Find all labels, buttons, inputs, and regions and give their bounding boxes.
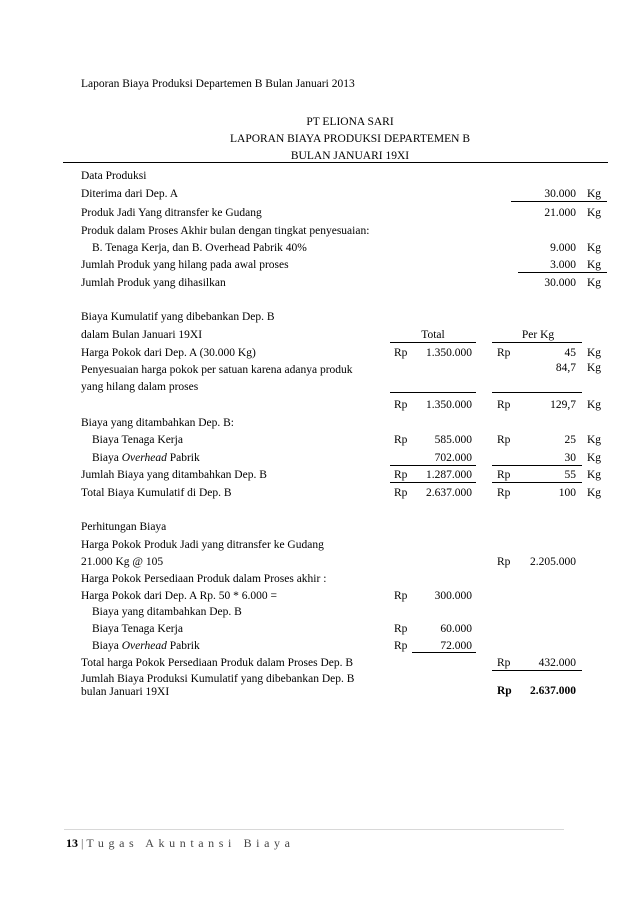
added-heading: Biaya yang ditambahkan Dep. B: xyxy=(81,417,234,429)
row-label: B. Tenaga Kerja, dan B. Overhead Pabrik 40% xyxy=(92,242,307,254)
unit: Kg xyxy=(587,347,602,359)
row-unit: Kg xyxy=(587,188,602,200)
report-period: BULAN JANUARI 19XI xyxy=(290,150,410,162)
cumulative-subheading: dalam Bulan Januari 19XI xyxy=(81,329,203,341)
row-label: Biaya Tenaga Kerja xyxy=(92,434,183,446)
row-label: Jumlah Produk yang hilang pada awal proses xyxy=(81,259,289,271)
total-value: 702.000 xyxy=(434,452,472,464)
total-underline xyxy=(511,201,607,202)
calc-heading: Perhitungan Biaya xyxy=(81,521,167,533)
row-label: Biaya yang ditambahkan Dep. B xyxy=(92,606,242,618)
currency: Rp xyxy=(497,469,511,481)
row-label: Penyesuaian harga pokok per satuan karena adanya produk xyxy=(81,364,353,376)
cumulative-heading: Biaya Kumulatif yang dibebankan Dep. B xyxy=(81,311,275,323)
row-label: Jumlah Produk yang dihasilkan xyxy=(81,277,226,289)
wip-ovh-value: 72.000 xyxy=(440,640,472,652)
report-title: LAPORAN BIAYA PRODUKSI DEPARTEMEN B xyxy=(229,133,470,145)
row-qty: 30.000 xyxy=(544,277,576,289)
grand-total-value: 2.637.000 xyxy=(530,685,576,697)
label-part: Biaya xyxy=(92,640,119,652)
row-unit: Kg xyxy=(587,277,602,289)
column-header-perkg: Per Kg xyxy=(521,329,555,341)
sum-underline xyxy=(412,652,476,653)
currency: Rp xyxy=(497,434,511,446)
row-label: Biaya Tenaga Kerja xyxy=(92,623,183,635)
currency: Rp xyxy=(394,623,408,635)
sum-underline xyxy=(390,465,476,466)
currency: Rp xyxy=(497,487,511,499)
page-number: 13 xyxy=(66,836,78,850)
perkg-value: 55 xyxy=(564,469,576,481)
row-qty: 30.000 xyxy=(544,188,576,200)
finished-goods-value: 2.205.000 xyxy=(530,556,576,568)
row-label: Harga Pokok Produk Jadi yang ditransfer ke Gudang xyxy=(81,539,324,551)
perkg-value: 30 xyxy=(564,452,576,464)
row-label: Total harga Pokok Persediaan Produk dalam Proses Dep. B xyxy=(81,657,354,669)
row-unit: Kg xyxy=(587,259,602,271)
perkg-value: 129,7 xyxy=(550,399,576,411)
row-label: Produk Jadi Yang ditransfer ke Gudang xyxy=(81,207,262,219)
total-value: 1.350.000 xyxy=(426,399,472,411)
sum-underline xyxy=(390,482,476,483)
company-name: PT ELIONA SARI xyxy=(306,116,394,128)
currency: Rp xyxy=(394,347,408,359)
wip-total-value: 432.000 xyxy=(538,657,576,669)
row-qty: 3.000 xyxy=(550,259,576,271)
row-label: Diterima dari Dep. A xyxy=(81,188,179,200)
row-qty: 9.000 xyxy=(550,242,576,254)
label-part: Pabrik xyxy=(169,640,200,652)
currency: Rp xyxy=(394,590,408,602)
perkg-value: 84,7 xyxy=(555,362,576,374)
sum-underline xyxy=(492,670,582,671)
footer-divider xyxy=(64,829,564,830)
currency: Rp xyxy=(497,556,511,568)
wip-tk-value: 60.000 xyxy=(440,623,472,635)
footer-course-name: Tugas Akuntansi Biaya xyxy=(86,836,295,850)
row-label: bulan Januari 19XI xyxy=(81,686,170,698)
currency: Rp xyxy=(497,347,511,359)
currency: Rp xyxy=(394,399,408,411)
row-label xyxy=(92,451,200,465)
row-label: 21.000 Kg @ 105 xyxy=(81,556,164,568)
unit: Kg xyxy=(587,434,602,446)
row-qty: 21.000 xyxy=(544,207,576,219)
label-part: Pabrik xyxy=(169,452,200,464)
row-label: Harga Pokok dari Dep. A Rp. 50 * 6.000 = xyxy=(81,590,278,602)
row-label: Harga Pokok dari Dep. A (30.000 Kg) xyxy=(81,347,256,359)
subtotal-underline xyxy=(390,392,476,393)
label-part: Biaya xyxy=(92,452,119,464)
document-title: Laporan Biaya Produksi Departemen B Bulan Januari 2013 xyxy=(81,78,355,90)
row-label: Harga Pokok Persediaan Produk dalam Proses akhir : xyxy=(81,573,327,585)
unit: Kg xyxy=(587,362,602,374)
total-value: 585.000 xyxy=(434,434,472,446)
currency: Rp xyxy=(394,434,408,446)
row-unit: Kg xyxy=(587,207,602,219)
perkg-value: 100 xyxy=(558,487,576,499)
currency: Rp xyxy=(497,685,512,697)
label-italic: Overhead xyxy=(121,452,167,464)
footer-separator: | xyxy=(81,836,84,850)
page-footer xyxy=(66,836,295,851)
perkg-value: 45 xyxy=(564,347,576,359)
row-label: Jumlah Biaya Produksi Kumulatif yang dibebankan Dep. B xyxy=(81,673,355,685)
row-label: yang hilang dalam proses xyxy=(81,381,199,393)
row-label: Jumlah Biaya yang ditambahkan Dep. B xyxy=(81,469,267,481)
currency: Rp xyxy=(497,657,511,669)
total-value: 1.287.000 xyxy=(426,469,472,481)
sum-underline xyxy=(492,482,582,483)
label-italic: Overhead xyxy=(121,640,167,652)
column-underline xyxy=(492,342,582,343)
unit: Kg xyxy=(587,469,602,481)
currency: Rp xyxy=(497,399,511,411)
total-value: 2.637.000 xyxy=(426,487,472,499)
wip-depA-value: 300.000 xyxy=(434,590,472,602)
unit: Kg xyxy=(587,399,602,411)
column-underline xyxy=(390,342,476,343)
subtotal-underline xyxy=(492,392,582,393)
currency: Rp xyxy=(394,487,408,499)
unit: Kg xyxy=(587,487,602,499)
row-unit: Kg xyxy=(587,242,602,254)
header-divider xyxy=(63,162,608,163)
currency: Rp xyxy=(394,640,408,652)
production-data-heading: Data Produksi xyxy=(81,170,147,182)
row-label: Produk dalam Proses Akhir bulan dengan tingkat penyesuaian: xyxy=(81,225,370,237)
currency: Rp xyxy=(394,469,408,481)
sum-underline xyxy=(492,465,582,466)
row-label xyxy=(92,639,200,653)
total-underline xyxy=(518,272,607,273)
column-header-total: Total xyxy=(421,329,445,341)
unit: Kg xyxy=(587,452,602,464)
total-value: 1.350.000 xyxy=(426,347,472,359)
row-label: Total Biaya Kumulatif di Dep. B xyxy=(81,487,232,499)
perkg-value: 25 xyxy=(564,434,576,446)
